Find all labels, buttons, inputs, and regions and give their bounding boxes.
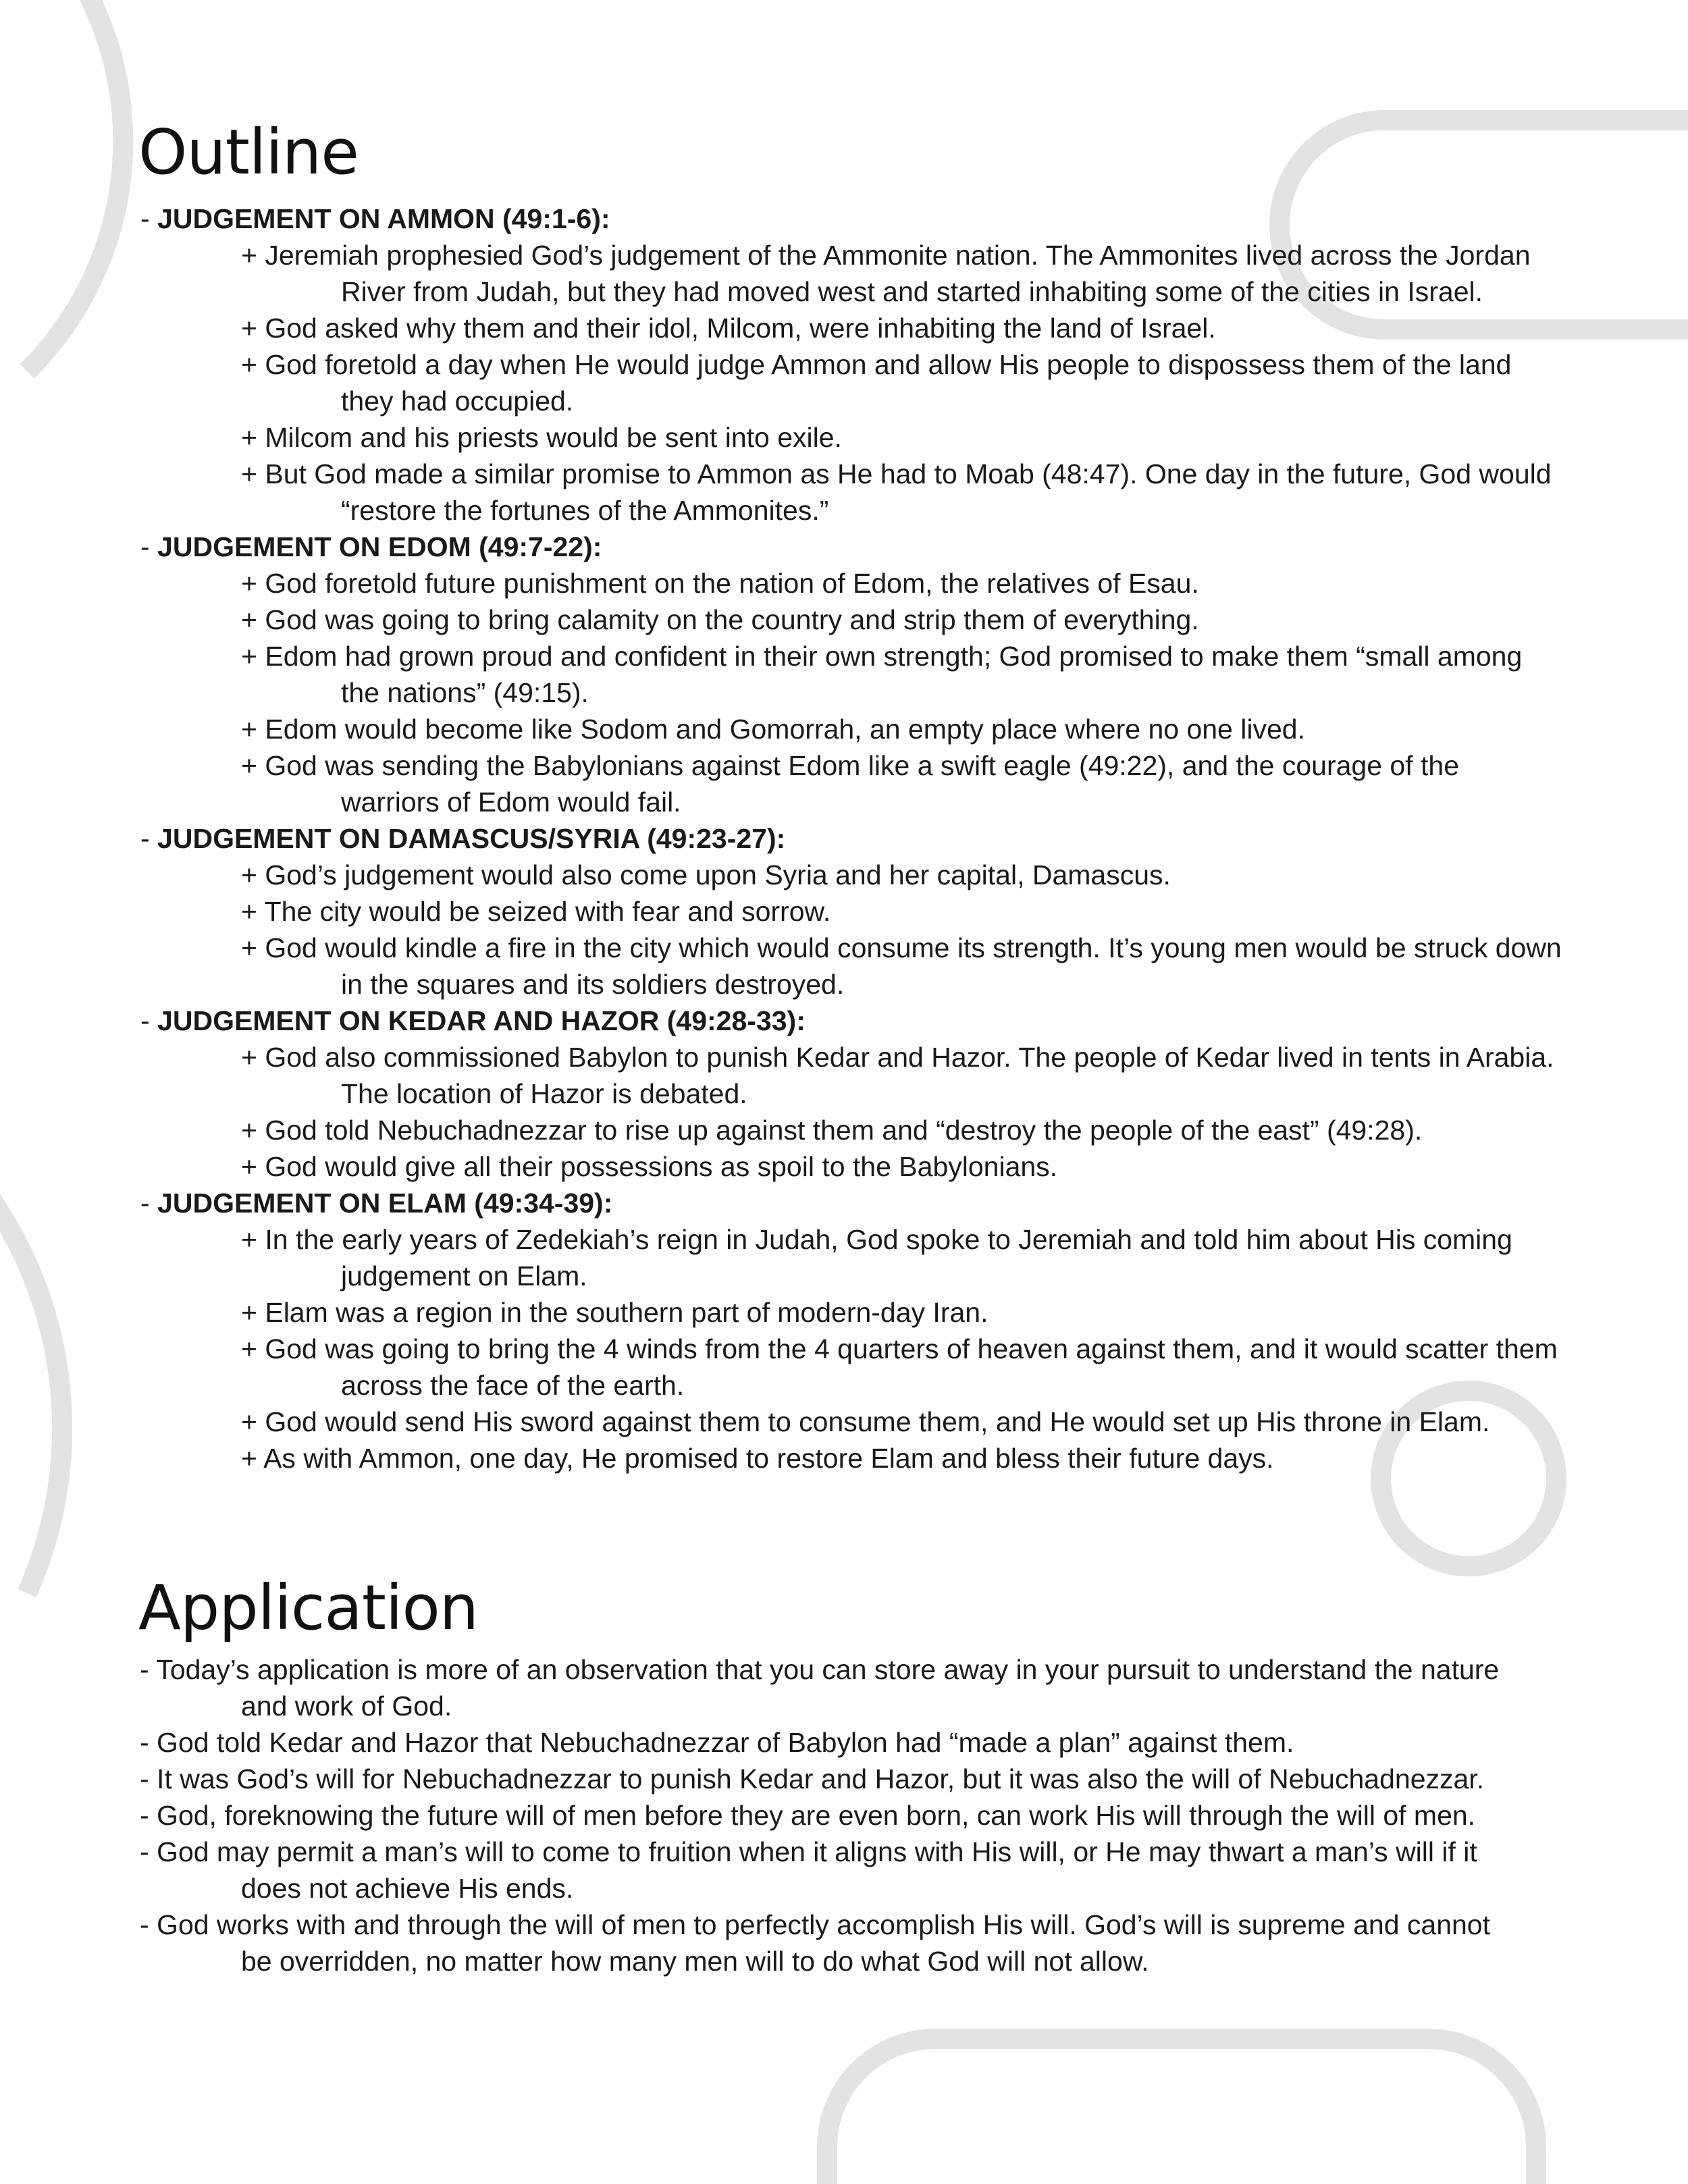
item-text: God told Kedar and Hazor that Nebuchadnezzar of Babylon had “made a plan” against them. <box>157 1727 1294 1758</box>
outline-point <box>0 419 1563 456</box>
point-text: God told Nebuchadnezzar to rise up against them and “destroy the people of the east” (49:28). <box>265 1115 1423 1146</box>
outline-section-heading <box>0 529 1688 565</box>
section-marker: - <box>140 1188 158 1219</box>
point-text: In the early years of Zedekiah’s reign in Judah, God spoke to Jeremiah and told him about His coming judgement on Elam. <box>265 1224 1512 1291</box>
point-marker: + <box>241 1443 264 1474</box>
point-text: God’s judgement would also come upon Syria and her capital, Damascus. <box>265 859 1171 890</box>
point-marker: + <box>241 896 265 927</box>
item-marker: - <box>140 1727 157 1758</box>
item-marker: - <box>140 1800 157 1831</box>
item-marker: - <box>140 1763 157 1794</box>
outline-point <box>0 310 1563 346</box>
point-marker: + <box>241 458 265 489</box>
item-text: Today’s application is more of an observation that you can store away in your pursuit to understand the nature and work of God. <box>156 1654 1500 1722</box>
outline-point <box>0 565 1563 602</box>
item-marker: - <box>140 1836 157 1867</box>
point-text: Edom would become like Sodom and Gomorrah, an empty place where no one lived. <box>265 714 1305 745</box>
item-text: God, foreknowing the future will of men before they are even born, can work His will through the will of men. <box>157 1800 1476 1831</box>
application-heading: Application <box>138 1572 479 1644</box>
point-text: God was going to bring the 4 winds from the 4 quarters of heaven against them, and it would scatter them across the face of the earth. <box>265 1333 1558 1401</box>
point-text: Milcom and his priests would be sent into exile. <box>265 422 842 453</box>
point-text: God foretold a day when He would judge Ammon and allow His people to dispossess them of the land they had occupied. <box>265 349 1512 417</box>
decorative-pill-bottom <box>827 2039 1536 2184</box>
outline-point <box>0 346 1563 419</box>
outline-section-heading <box>0 1003 1688 1039</box>
outline-section-heading <box>0 820 1688 857</box>
outline-section-heading <box>0 201 1688 237</box>
point-text: Edom had grown proud and confident in their own strength; God promised to make them “small among the nations” (49:15). <box>265 641 1523 708</box>
application-item <box>0 1907 1524 1979</box>
point-marker: + <box>241 349 265 380</box>
point-text: God also commissioned Babylon to punish Kedar and Hazor. The people of Kedar lived in tents in Arabia. The location of Hazor is debated. <box>265 1042 1554 1109</box>
point-marker: + <box>241 714 265 745</box>
point-text: God was sending the Babylonians against Edom like a swift eagle (49:22), and the courage of the warriors of Edom would fail. <box>265 750 1460 818</box>
outline-point <box>0 711 1563 747</box>
outline-point <box>0 638 1563 711</box>
application-item <box>0 1761 1524 1797</box>
section-title: JUDGEMENT ON ELAM (49:34-39): <box>157 1188 613 1219</box>
outline-section-heading <box>0 1185 1688 1221</box>
item-text: God may permit a man’s will to come to fruition when it aligns with His will, or He may thwart a man’s will if it does not achieve His ends. <box>157 1836 1477 1904</box>
point-marker: + <box>241 641 265 672</box>
outline-list <box>0 201 1688 1476</box>
point-text: Jeremiah prophesied God’s judgement of the Ammonite nation. The Ammonites lived across the Jordan River from Judah, but they had moved west and started inhabiting some of the cities in Israel. <box>265 240 1531 307</box>
point-text: God was going to bring calamity on the country and strip them of everything. <box>265 604 1199 635</box>
section-title: JUDGEMENT ON DAMASCUS/SYRIA (49:23-27): <box>157 823 786 854</box>
point-marker: + <box>241 1406 265 1437</box>
outline-point <box>0 1221 1563 1294</box>
outline-point <box>0 930 1563 1003</box>
section-title: JUDGEMENT ON EDOM (49:7-22): <box>157 531 602 562</box>
point-marker: + <box>241 422 265 453</box>
point-marker: + <box>241 859 265 890</box>
application-item <box>0 1797 1524 1834</box>
point-text: God asked why them and their idol, Milcom, were inhabiting the land of Israel. <box>265 313 1216 344</box>
item-marker: - <box>140 1909 157 1940</box>
point-marker: + <box>241 1297 265 1328</box>
section-title: JUDGEMENT ON KEDAR AND HAZOR (49:28-33): <box>157 1005 806 1036</box>
outline-point <box>0 1440 1563 1476</box>
outline-point <box>0 1404 1563 1440</box>
outline-heading: Outline <box>138 116 359 188</box>
outline-point <box>0 857 1563 893</box>
outline-point <box>0 1148 1563 1185</box>
point-marker: + <box>241 1333 265 1364</box>
point-text: God would kindle a fire in the city which would consume its strength. It’s young men would be struck down in the squares and its soldiers destroyed. <box>265 932 1562 1000</box>
point-text: God foretold future punishment on the nation of Edom, the relatives of Esau. <box>265 568 1199 599</box>
outline-point <box>0 456 1563 529</box>
point-marker: + <box>241 1115 265 1146</box>
point-marker: + <box>241 568 265 599</box>
outline-point <box>0 1331 1563 1404</box>
item-text: It was God’s will for Nebuchadnezzar to punish Kedar and Hazor, but it was also the will of Nebuchadnezzar. <box>157 1763 1485 1794</box>
point-text: Elam was a region in the southern part of modern-day Iran. <box>265 1297 988 1328</box>
point-marker: + <box>241 1151 265 1182</box>
section-title: JUDGEMENT ON AMMON (49:1-6): <box>157 203 610 234</box>
point-text: But God made a similar promise to Ammon as He had to Moab (48:47). One day in the future, God would “restore the fortunes of the Ammonites.” <box>265 458 1552 526</box>
application-item <box>0 1834 1524 1907</box>
application-list <box>0 1651 1688 1979</box>
outline-point <box>0 893 1563 930</box>
point-marker: + <box>241 313 265 344</box>
application-item <box>0 1651 1524 1724</box>
outline-point <box>0 747 1563 820</box>
outline-point <box>0 1112 1563 1148</box>
point-marker: + <box>241 240 265 271</box>
point-marker: + <box>241 604 265 635</box>
point-marker: + <box>241 750 265 781</box>
outline-point <box>0 1039 1563 1112</box>
item-marker: - <box>140 1654 157 1685</box>
outline-point <box>0 237 1563 310</box>
section-marker: - <box>140 1005 158 1036</box>
point-marker: + <box>241 1042 265 1073</box>
point-text: The city would be seized with fear and sorrow. <box>264 896 831 927</box>
section-marker: - <box>140 203 158 234</box>
point-text: God would send His sword against them to consume them, and He would set up His throne in Elam. <box>265 1406 1490 1437</box>
point-marker: + <box>241 1224 265 1255</box>
point-marker: + <box>241 932 265 963</box>
item-text: God works with and through the will of men to perfectly accomplish His will. God’s will is supreme and cannot be overridden, no matter how many men will to do what God will not allow. <box>157 1909 1490 1977</box>
section-marker: - <box>140 531 158 562</box>
section-marker: - <box>140 823 158 854</box>
application-item <box>0 1724 1524 1761</box>
outline-point <box>0 1294 1563 1331</box>
point-text: As with Ammon, one day, He promised to restore Elam and bless their future days. <box>263 1443 1274 1474</box>
outline-point <box>0 602 1563 638</box>
point-text: God would give all their possessions as spoil to the Babylonians. <box>265 1151 1058 1182</box>
